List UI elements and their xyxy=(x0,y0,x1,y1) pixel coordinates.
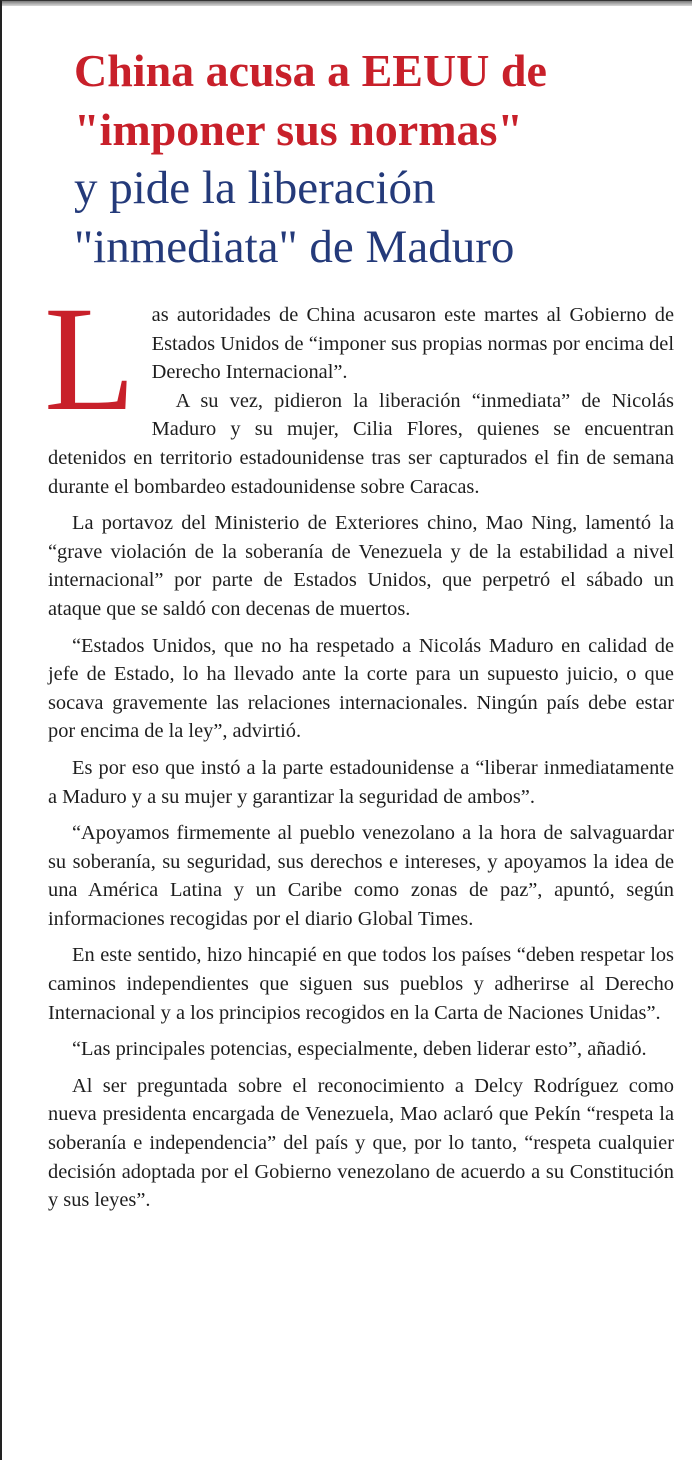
paragraph-1: as autoridades de China acusaron este martes al Gobierno de Estados Unidos de “imponer sus propias normas por encima del Derecho Internacional”. xyxy=(151,304,674,384)
headline-line-4: "inmediata" de Maduro xyxy=(74,221,515,273)
paragraph-7: “Las principales potencias, especialmente, deben liderar esto”, añadió. xyxy=(72,1038,647,1061)
article-body xyxy=(44,276,674,1223)
headline xyxy=(74,41,674,277)
paragraph-3: “Estados Unidos, que no ha respetado a Nicolás Maduro en calidad de jefe de Estado, lo ha llevado ante la corte para un supuesto juicio, o que socava gravemente las relaciones internacionales. Ningún país debe estar por encima de la ley”, advirtió. xyxy=(48,634,674,743)
headline-line-1: China acusa a EEUU de xyxy=(74,45,547,96)
page-top-edge xyxy=(2,1,692,6)
paragraph-1-continued: A su vez, pidieron la liberación “inmediata” de Nicolás Maduro y su mujer, Cilia Flores, quienes se encuentran detenidos en territorio estadounidense tras ser capturados el fin de semana durante el bombardeo estadounidense sobre Caracas. xyxy=(48,389,674,498)
headline-line-2: "imponer sus normas" xyxy=(74,104,523,155)
paragraph-8: Al ser preguntada sobre el reconocimiento a Delcy Rodríguez como nueva presidenta encargada de Venezuela, Mao aclaró que Pekín “respeta la soberanía e independencia” del país y que, por lo tanto, “respeta cualquier decisión adoptada por el Gobierno venezolano de acuerdo a su Constitución y sus leyes”. xyxy=(48,1074,674,1212)
paragraph-2: La portavoz del Ministerio de Exteriores chino, Mao Ning, lamentó la “grave violación de la soberanía de Venezuela y de la estabilidad a nivel internacional” por parte de Estados Unidos, que perpetró el sábado un ataque que se saldó con decenas de muertos. xyxy=(48,512,674,620)
paragraph-5: “Apoyamos firmemente al pueblo venezolano a la hora de salvaguardar su soberanía, su seguridad, sus derechos e intereses, y apoyamos la idea de una América Latina y un Caribe como zonas de paz”, apuntó, según informaciones recogidas por el diario Global Times. xyxy=(48,822,674,930)
paragraph-6: En este sentido, hizo hincapié en que todos los países “deben respetar los caminos independientes que siguen sus pueblos y adherirse al Derecho Internacional y a los principios recogidos en la Carta de Naciones Unidas”. xyxy=(48,944,674,1024)
paragraph-4: Es por eso que instó a la parte estadounidense a “liberar inmediatamente a Maduro y a su mujer y garantizar la seguridad de ambos”. xyxy=(48,756,674,808)
drop-cap: L xyxy=(44,276,136,442)
headline-line-3: y pide la liberación xyxy=(74,162,436,214)
